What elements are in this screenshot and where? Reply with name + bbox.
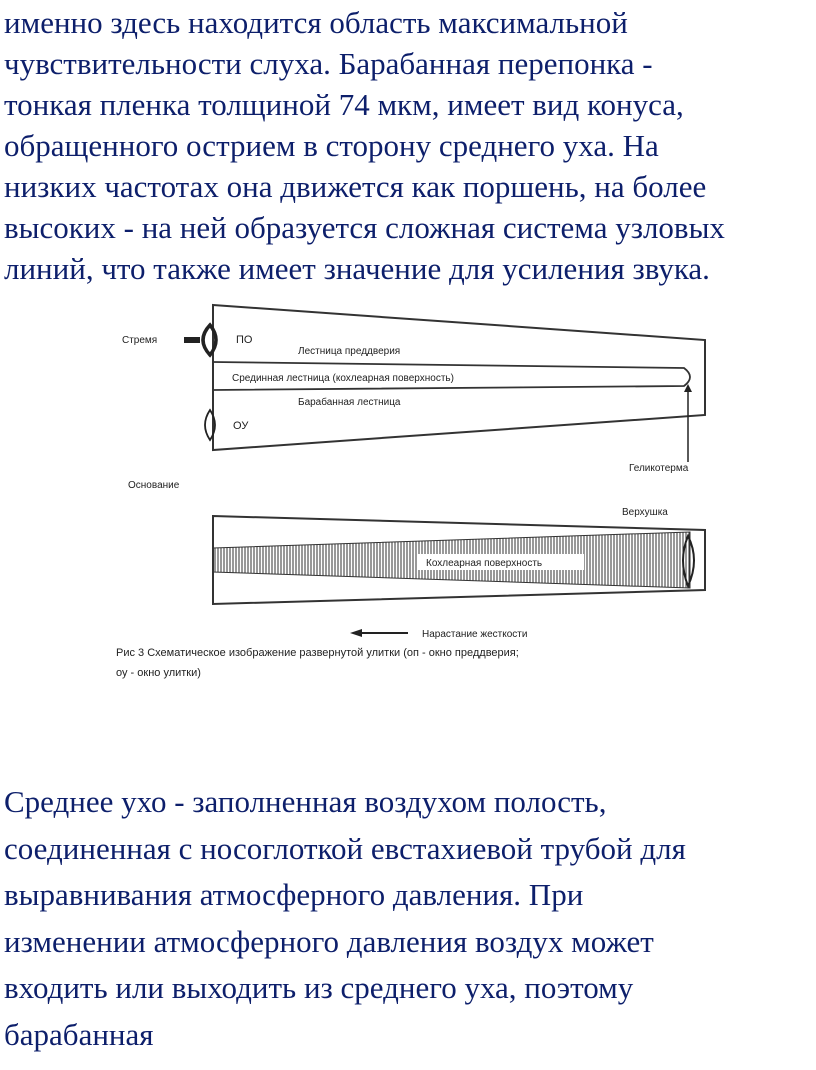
cochlea-diagram: [100, 290, 720, 690]
label-stiffness: Нарастание жесткости: [422, 629, 528, 640]
label-base: Основание: [128, 480, 180, 491]
oval-window-icon: [203, 325, 216, 355]
label-helicotrema: Геликотерма: [629, 463, 689, 474]
label-cochlear-surface: Кохлеарная поверхность: [426, 558, 543, 569]
label-apex: Верхушка: [622, 507, 668, 518]
label-stapes: Стремя: [122, 335, 158, 346]
label-scala-media: Срединная лестница (кохлеарная поверхность): [232, 373, 454, 384]
figure-caption-line1: Рис 3 Схематическое изображение развернутой улитки (оп - окно преддверия;: [116, 647, 519, 659]
label-scala-vestibuli: Лестница преддверия: [298, 346, 401, 357]
label-round-window: ОУ: [233, 420, 249, 432]
paragraph-continuation: Среднее ухо - заполненная воздухом полость, соединенная с носоглоткой евстахиевой трубой для выравнивания атмосферного давления. При изменении атмосферного давления воздух может входить или выходить из среднего уха, поэтому барабанная: [4, 784, 686, 1052]
figure-caption-line2: оу - окно улитки): [116, 667, 201, 679]
stapes-icon: [184, 337, 200, 343]
paragraph-intro: именно здесь находится область максимальной чувствительности слуха. Барабанная перепонка - тонкая пленка толщиной 74 мкм, имеет вид конуса, обращенного острием в сторону среднего уха. На низких частотах она движется как поршень, на более высоких - на ней образуется сложная система узловых линий, что также имеет значение для усиления звука.: [4, 5, 725, 286]
label-scala-tympani: Барабанная лестница: [298, 397, 401, 408]
label-oval-window: ПО: [236, 334, 253, 346]
